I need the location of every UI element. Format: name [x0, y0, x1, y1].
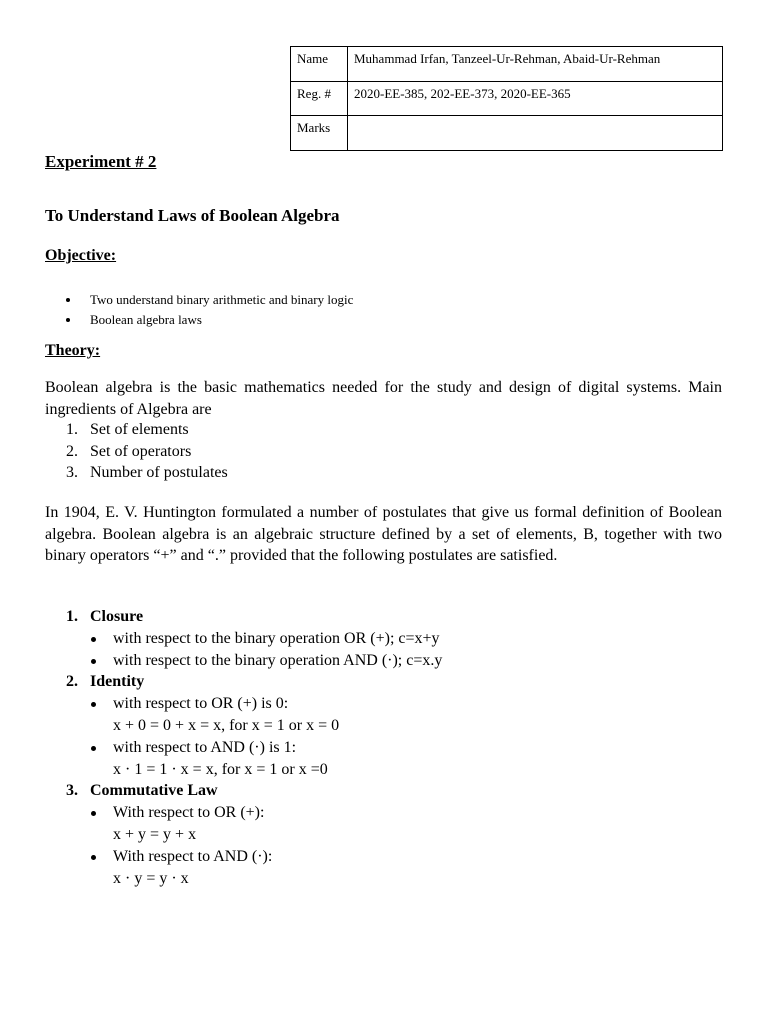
list-item [66, 441, 228, 463]
list-number: 1. [66, 421, 78, 438]
item-text: with respect to the binary operation AND (·); c=x.y [113, 651, 443, 669]
list-item [90, 628, 726, 650]
theory-heading: Theory: [45, 342, 101, 359]
item-equation: x + y = y + x [113, 825, 197, 843]
name-label: Name [291, 47, 348, 82]
name-value: Muhammad Irfan, Tanzeel-Ur-Rehman, Abaid-Ur-Rehman [348, 47, 723, 82]
list-item [66, 419, 228, 441]
list-item: Boolean algebra laws [66, 310, 353, 330]
item-equation: x · 1 = 1 · x = x, for x = 1 or x =0 [113, 760, 328, 778]
item-text: with respect to the binary operation OR (+); c=x+y [113, 629, 440, 647]
postulate-number: 1. [66, 608, 78, 625]
document-title: To Understand Laws of Boolean Algebra [45, 206, 340, 225]
postulate-title: Identity [90, 673, 145, 691]
list-item [90, 802, 726, 846]
postulate-items [66, 693, 726, 780]
list-item: Two understand binary arithmetic and binary logic [66, 290, 353, 310]
reg-value: 2020-EE-385, 202-EE-373, 2020-EE-365 [348, 82, 723, 116]
postulate-number: 3. [66, 782, 78, 800]
item-equation: x · y = y · x [113, 869, 189, 887]
item-text: with respect to OR (+) is 0: [113, 695, 289, 713]
theory-intro-paragraph: Boolean algebra is the basic mathematics needed for the study and design of digital systems. Main ingredients of Algebra are [45, 379, 722, 418]
item-text: With respect to AND (·): [113, 847, 273, 865]
reg-row [291, 82, 723, 116]
marks-value [348, 116, 723, 151]
item-equation: x + 0 = 0 + x = x, for x = 1 or x = 0 [113, 716, 340, 734]
postulates-list [66, 606, 726, 889]
postulate-title: Closure [90, 608, 144, 625]
postulate-closure [66, 606, 726, 671]
item-text: with respect to AND (·) is 1: [113, 738, 297, 756]
list-item [90, 693, 726, 737]
list-item [66, 462, 228, 484]
reg-label: Reg. # [291, 82, 348, 116]
postulate-identity [66, 671, 726, 780]
item-text: With respect to OR (+): [113, 804, 265, 822]
postulate-title: Commutative Law [90, 782, 218, 800]
objective-list [66, 290, 353, 330]
name-row [291, 47, 723, 82]
postulate-items [66, 628, 726, 672]
objective-heading: Objective: [45, 247, 117, 264]
experiment-heading: Experiment # 2 [45, 152, 157, 171]
postulate-items [66, 802, 726, 889]
ingredients-list [66, 419, 228, 484]
postulate-commutative [66, 780, 726, 889]
marks-label: Marks [291, 116, 348, 151]
list-text: Number of postulates [90, 464, 228, 481]
list-item [90, 846, 726, 890]
list-text: Set of operators [90, 442, 192, 460]
list-text: Set of elements [90, 421, 189, 438]
marks-row [291, 116, 723, 151]
list-number: 3. [66, 464, 78, 481]
student-info-table [290, 46, 723, 151]
list-number: 2. [66, 442, 78, 460]
list-item [90, 737, 726, 781]
postulate-number: 2. [66, 673, 78, 691]
list-item [90, 650, 726, 672]
huntington-paragraph: In 1904, E. V. Huntington formulated a number of postulates that give us formal definition of Boolean algebra. Boolean algebra is an algebraic structure defined by a set of elements, B, together with two binary operators “+” and “.” provided that the following postulates are satisfied. [45, 504, 722, 564]
